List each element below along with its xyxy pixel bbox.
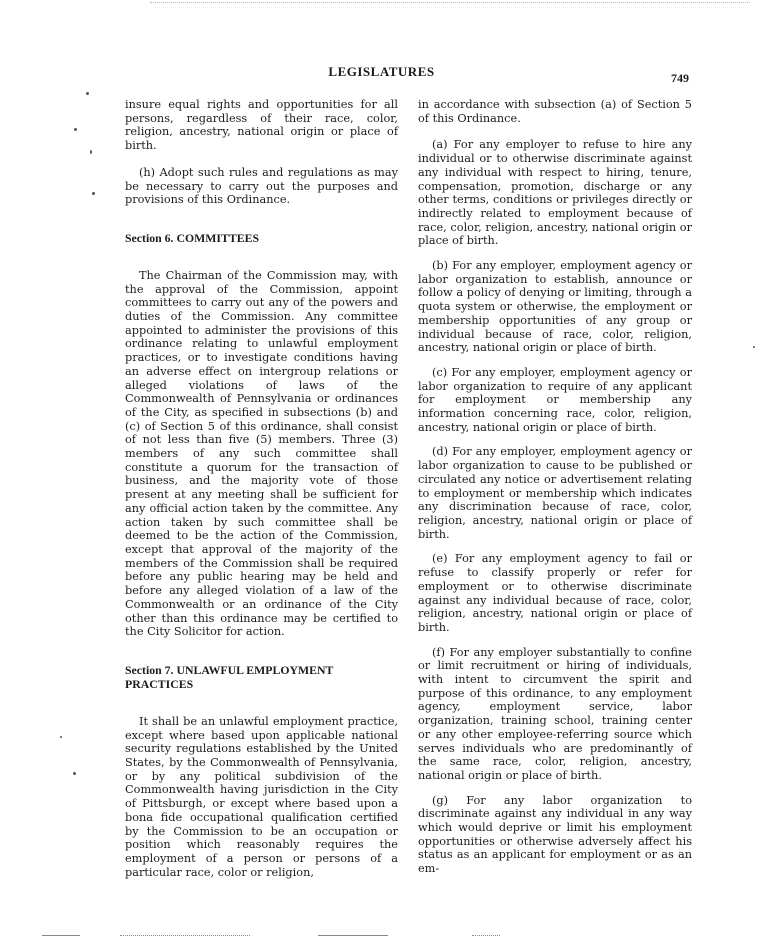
paragraph-c: (c) For any employer, employment agency or labor organization to require of any applicant for employment or membership any information concerning race, color, religion, ancestry, national origin or place of birth.	[418, 365, 692, 434]
top-edge-dots	[150, 2, 750, 3]
paragraph-b: (b) For any employer, employment agency or labor organization to establish, announce or follow a policy of denying or limiting, through a quota system or otherwise, the employment or membership opportunities of any group or individual because of race, color, religion, ancestry, national origin or place of birth.	[418, 259, 692, 355]
scan-speck	[60, 736, 62, 738]
paragraph-h: (h) Adopt such rules and regulations as may be necessary to carry out the purposes and provisions of this Ordinance.	[125, 165, 398, 207]
paragraph-a: (a) For any employer to refuse to hire any individual or to otherwise discriminate against any individual with respect to hiring, tenure, compensation, promotion, discharge or any other terms, conditions or privileges directly or indirectly related to employment because of race, color, religion, ancestry, national origin or place of birth.	[418, 138, 692, 248]
bottom-scan-line	[472, 935, 500, 936]
scan-speck	[90, 150, 92, 154]
scan-speck	[86, 92, 89, 95]
section-6-heading: Section 6. COMMITTEES	[125, 230, 260, 245]
scan-speck	[92, 192, 95, 195]
paragraph-continuation: insure equal rights and opportunities for all persons, regardless of their race, color, religion, ancestry, national origin or place of birth.	[125, 98, 398, 153]
paragraph-f: (f) For any employer substantially to confine or limit recruitment or hiring of individuals, with intent to circumvent the spirit and purpose of this ordinance, to any employment agency, employment service, labor organization, training school, training center or any other employee-referring source which serves individuals who are predominantly of the same race, color, religion, ancestry, national origin or place of birth.	[418, 645, 692, 782]
paragraph-g: (g) For any labor organization to discriminate against any individual in any way which would deprive or limit his employment opportunities or otherwise adversely affect his status as an applicant for employment or as an em-	[418, 793, 692, 876]
section-7-heading: Section 7. UNLAWFUL EMPLOYMENT PRACTICES	[125, 662, 334, 691]
scan-speck	[73, 772, 76, 775]
right-column	[418, 98, 692, 876]
bottom-scan-line	[120, 935, 250, 936]
section-6-paragraph: The Chairman of the Commission may, with the approval of the Commission, appoint committees to carry out any of the powers and duties of the Commission. Any committee appointed to administer the provisions of this ordinance relating to unlawful employment practices, or to investigate conditions having an adverse effect on intergroup relations or alleged violations of laws of the Commonwealth of Pennsylvania or ordinances of the City, as specified in subsections (b) and (c) of Section 5 of this ordinance, shall consist of not less than five (5) members. Three (3) members of any such committee shall constitute a quorum for the transaction of business, and the majority vote of those present at any meeting shall be sufficient for any official action taken by the committee. Any action taken by such committee shall be deemed to be the action of the Commission, except that approval of the majority of the members of the Commission shall be required before any public hearing may be held and before any alleged violation of a law of the Commonwealth or an ordinance of the City other than this ordinance may be certified to the City Solicitor for action.	[125, 268, 398, 639]
left-column	[125, 98, 398, 879]
paragraph-continuation-right: in accordance with subsection (a) of Section 5 of this Ordinance.	[418, 98, 692, 125]
paragraph-e: (e) For any employment agency to fail or refuse to classify properly or refer for employment or to otherwise discriminate against any individual because of race, color, religion, ancestry, national origin or place of birth.	[418, 552, 692, 634]
section-7-paragraph: It shall be an unlawful employment practice, except where based upon applicable national security regulations established by the United States, by the Commonwealth of Pennsylvania, or by any political subdivision of the Commonwealth having jurisdiction in the City of Pittsburgh, or except where based upon a bona fide occupational qualification certified by the Commission to be an occupation or position which reasonably requires the employment of a person or persons of a particular race, color or religion,	[125, 714, 398, 879]
running-title: LEGISLATURES	[328, 64, 435, 79]
bottom-scan-line	[42, 935, 80, 936]
scan-speck	[753, 346, 755, 348]
paragraph-d: (d) For any employer, employment agency or labor organization to cause to be published or circulated any notice or advertisement relating to employment or membership which indicates any discrimination because of race, color, religion, ancestry, national origin or place of birth.	[418, 445, 692, 541]
page-number: 749	[671, 71, 689, 85]
scan-speck	[74, 128, 77, 131]
bottom-scan-line	[318, 935, 388, 936]
